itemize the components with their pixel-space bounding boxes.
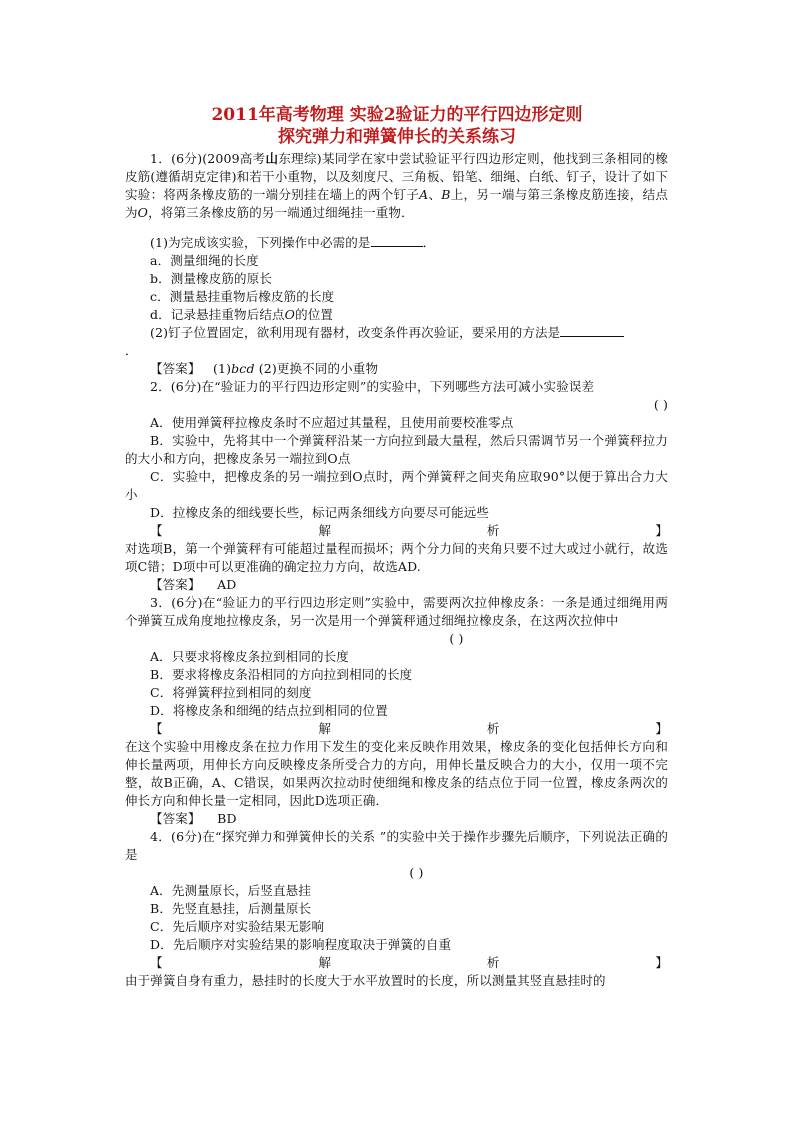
q2-stem: 2．(6分)在“验证力的平行四边形定则”的实验中，下列哪些方法可减小实验误差 bbox=[150, 379, 595, 394]
q4-answer-paren: ( ) bbox=[409, 865, 424, 880]
q2-answer-paren: ( ) bbox=[653, 397, 668, 412]
q2-analysis-heading: 【 解 析 】 bbox=[150, 523, 668, 538]
q3-option-a: A．只要求将橡皮条拉到相同的长度 bbox=[150, 649, 349, 664]
q2-answer: 【答案】 AD bbox=[150, 577, 237, 592]
q4-analysis-heading: 【 解 析 】 bbox=[150, 955, 668, 970]
q3-option-c: C．将弹簧秤拉到相同的刻度 bbox=[150, 685, 312, 700]
q4-stem: 4．(6分)在“探究弹力和弹簧伸长的关系 ”的实验中关于操作步骤先后顺序，下列说法正确的是 bbox=[125, 829, 668, 862]
q3-answer-paren: ( ) bbox=[449, 631, 464, 646]
answer-blank bbox=[560, 324, 624, 337]
answer-blank bbox=[371, 234, 423, 247]
q3-answer: 【答案】 BD bbox=[150, 811, 237, 826]
q1-answer: 【答案】 (1)bcd (2)更换不同的小重物 bbox=[150, 361, 379, 376]
q4-option-d: D．先后顺序对实验结果的影响程度取决于弹簧的自重 bbox=[150, 937, 452, 952]
q2-option-b: B．实验中，先将其中一个弹簧秤沿某一方向拉到最大量程，然后只需调节另一个弹簧秤拉力的大小和方向，把橡皮条另一端拉到O点 bbox=[125, 433, 668, 466]
q3-option-b: B．要求将橡皮条沿相同的方向拉到相同的长度 bbox=[150, 667, 413, 682]
q1-option-c: c．测量悬挂重物后橡皮筋的长度 bbox=[150, 289, 335, 304]
q1-option-b: b．测量橡皮筋的原长 bbox=[150, 271, 273, 286]
q4-option-a: A．先测量原长，后竖直悬挂 bbox=[150, 883, 311, 898]
q1-sub1: (1)为完成该实验，下列操作中必需的是 ． bbox=[150, 235, 436, 250]
q3-option-d: D．将橡皮条和细绳的结点拉到相同的位置 bbox=[150, 703, 388, 718]
q1-stem: 1．(6分)(2009高考山东理综)某同学在家中尝试验证平行四边形定则，他找到三条相同的橡皮筋(遵循胡克定律)和若干小重物，以及刻度尺、三角板、铅笔、细绳、白纸、钉子，设计了如下实验：将两条橡皮筋的一端分别挂在墙上的两个钉子A、B上，另一端与第三条橡皮筋连接，结点为O，将第三条橡皮筋的另一端通过细绳挂一重物． bbox=[125, 151, 669, 220]
q4-option-b: B．先竖直悬挂，后测量原长 bbox=[150, 901, 312, 916]
q3-stem: 3．(6分)在“验证力的平行四边形定则”实验中，需要两次拉伸橡皮条：一条是通过细绳用两个弹簧互成角度地拉橡皮条，另一次是用一个弹簧秤通过细绳拉橡皮条，在这两次拉伸中 bbox=[125, 595, 668, 628]
q3-explanation: 在这个实验中用橡皮条在拉力作用下发生的变化来反映作用效果，橡皮条的变化包括伸长方向和伸长量两项，用伸长方向反映橡皮条所受合力的方向，用伸长量反映合力的大小，仅用一项不完整，故B正确，A、C错误，如果两次拉动时使细绳和橡皮条的结点位于同一位置，橡皮条两次的伸长方向和伸长量一定相同，因此D选项正确． bbox=[125, 739, 668, 808]
document-body bbox=[125, 150, 668, 990]
q1-sub2: (2)钉子位置固定，欲利用现有器材，改变条件再次验证，要采用的方法是 ． bbox=[125, 324, 668, 360]
q4-explanation: 由于弹簧自身有重力，悬挂时的长度大于水平放置时的长度，所以测量其竖直悬挂时的 bbox=[125, 973, 606, 988]
title-line-1: 2011年高考物理 实验2验证力的平行四边形定则 bbox=[211, 105, 583, 125]
title-line-2: 探究弹力和弹簧伸长的关系练习 bbox=[278, 127, 516, 147]
q1-option-d: d．记录悬挂重物后结点O的位置 bbox=[150, 307, 334, 322]
q2-option-a: A．使用弹簧秤拉橡皮条时不应超过其量程，且使用前要校准零点 bbox=[150, 415, 514, 430]
q1-option-a: a．测量细绳的长度 bbox=[150, 253, 259, 268]
q2-explanation: 对选项B，第一个弹簧秤有可能超过量程而损坏；两个分力间的夹角只要不过大或过小就行，故选项C错；D项中可以更准确的确定拉力方向，故选AD. bbox=[125, 541, 668, 574]
q2-option-c: C．实验中，把橡皮条的另一端拉到O点时，两个弹簧秤之间夹角应取90°以便于算出合力大小 bbox=[125, 469, 668, 502]
q3-analysis-heading: 【 解 析 】 bbox=[150, 721, 668, 736]
q4-option-c: C．先后顺序对实验结果无影响 bbox=[150, 919, 325, 934]
q2-option-d: D．拉橡皮条的细线要长些，标记两条细线方向要尽可能远些 bbox=[150, 505, 490, 520]
